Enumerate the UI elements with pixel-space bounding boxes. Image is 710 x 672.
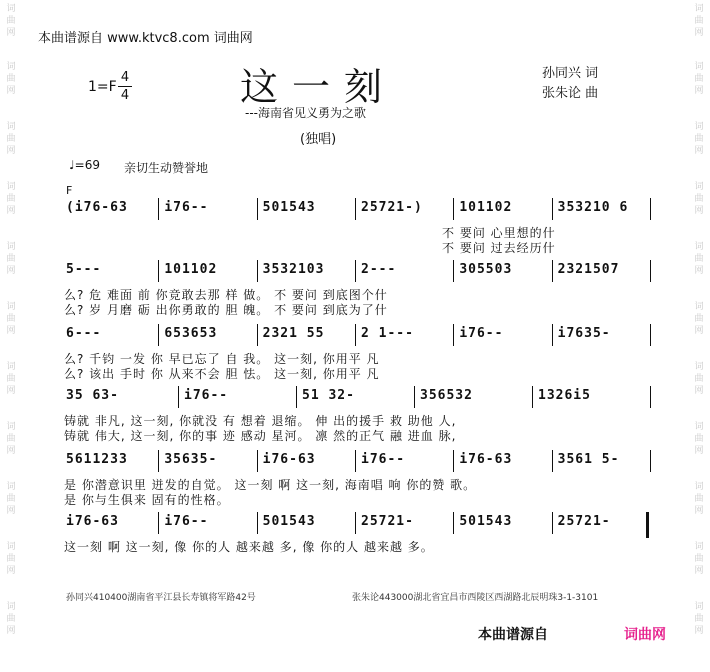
measure: 6---	[66, 326, 102, 341]
measure: i76--	[184, 388, 229, 403]
watermark-char: 网	[6, 266, 16, 276]
barline	[257, 198, 258, 220]
song-subtitle: ---海南省见义勇为之歌	[245, 106, 366, 120]
watermark-char: 词	[6, 4, 16, 14]
watermark-char: 网	[694, 506, 704, 516]
watermark-char: 词	[6, 422, 16, 432]
measure: 35635-	[164, 452, 218, 467]
time-top: 4	[120, 70, 130, 85]
watermark-char: 词	[694, 542, 704, 552]
measure: 2321507	[557, 262, 620, 277]
barline	[257, 260, 258, 282]
watermark-char: 词	[6, 182, 16, 192]
watermark-char: 曲	[694, 134, 704, 144]
barline	[552, 324, 553, 346]
measure: 101102	[459, 200, 513, 215]
watermark-char: 网	[694, 626, 704, 636]
barline	[650, 260, 651, 282]
watermark-char: 网	[6, 566, 16, 576]
watermark-char: 曲	[6, 434, 16, 444]
measure: i76--	[459, 326, 504, 341]
measure: i76-63	[459, 452, 513, 467]
barline	[650, 324, 651, 346]
watermark-char: 词	[694, 362, 704, 372]
watermark-char: 词	[694, 602, 704, 612]
barline	[355, 324, 356, 346]
lyrics-line: 是 你与生俱来 固有的性格。	[64, 493, 230, 507]
measure: 5---	[66, 262, 102, 277]
watermark-char: 曲	[6, 74, 16, 84]
watermark-char: 曲	[694, 16, 704, 26]
measure: 101102	[164, 262, 218, 277]
brand-source: 本曲谱源自	[478, 627, 548, 643]
watermark-char: 词	[694, 242, 704, 252]
measure: i76--	[164, 200, 209, 215]
measure: 1326i5	[538, 388, 591, 403]
barline	[453, 198, 454, 220]
measure: 3561 5-	[557, 452, 620, 467]
watermark-char: 网	[6, 506, 16, 516]
measure: 5611233	[66, 452, 128, 467]
watermark-char: 网	[694, 446, 704, 456]
watermark-char: 词	[6, 482, 16, 492]
measure: 3532103	[262, 262, 325, 277]
lyrics-line: 铸就 伟大, 这一刻, 你的事 迹 感动 星河。 凛 然的正气 融 进血 脉,	[64, 429, 457, 443]
barline	[257, 450, 258, 472]
barline	[355, 450, 356, 472]
watermark-char: 词	[694, 4, 704, 14]
watermark-char: 词	[6, 242, 16, 252]
barline	[453, 512, 454, 534]
source-line: 本曲谱源自 www.ktvc8.com 词曲网	[38, 31, 253, 46]
watermark-char: 词	[694, 182, 704, 192]
watermark-char: 曲	[6, 254, 16, 264]
measure: 25721-	[361, 514, 414, 529]
barline	[296, 386, 297, 408]
barline	[178, 386, 179, 408]
watermark-char: 曲	[6, 314, 16, 324]
watermark-char: 网	[694, 206, 704, 216]
barline	[650, 386, 651, 408]
lyrics-line: 是 你潜意识里 迸发的自觉。 这一刻 啊 这一刻, 海南唱 响 你的赞 歌。	[64, 478, 477, 492]
watermark-char: 网	[694, 566, 704, 576]
watermark-char: 曲	[6, 614, 16, 624]
barline	[355, 512, 356, 534]
measure: 2 1---	[361, 326, 414, 341]
key-signature: 1=F	[88, 79, 117, 95]
measure: 353210 6	[557, 200, 629, 215]
barline	[257, 324, 258, 346]
watermark-char: 词	[6, 122, 16, 132]
measure: 501543	[262, 200, 316, 215]
lyrics-line: 么? 该出 手时 你 从来不会 胆 怯。 这一刻, 你用平 凡	[64, 367, 380, 381]
measure: 356532	[420, 388, 473, 403]
barline	[552, 198, 553, 220]
measure: 2321 55	[262, 326, 325, 341]
watermark-char: 曲	[6, 16, 16, 26]
watermark-char: 曲	[694, 314, 704, 324]
watermark-char: 曲	[694, 554, 704, 564]
performance-type: (独唱)	[300, 132, 337, 147]
composer: 张朱论 曲	[542, 86, 599, 101]
watermark-char: 词	[6, 602, 16, 612]
measure: 2---	[361, 262, 397, 277]
watermark-char: 网	[694, 86, 704, 96]
measure: i7635-	[557, 326, 611, 341]
lyrics-line: 么? 岁 月磨 砺 出你勇敢的 胆 魄。 不 要问 到底为了什	[64, 303, 388, 317]
barline	[453, 324, 454, 346]
lyricist: 孙同兴 词	[542, 66, 599, 81]
barline	[257, 512, 258, 534]
barline	[158, 260, 159, 282]
measure: (i76-63	[66, 200, 128, 215]
measure: 501543	[262, 514, 316, 529]
lyrics-line: 么? 千钧 一发 你 早已忘了 自 我。 这一刻, 你用平 凡	[64, 352, 380, 366]
measure: i76--	[361, 452, 406, 467]
watermark-char: 词	[6, 362, 16, 372]
watermark-char: 词	[694, 482, 704, 492]
barline	[650, 450, 651, 472]
watermark-char: 曲	[6, 494, 16, 504]
watermark-char: 曲	[694, 614, 704, 624]
lyrics-line: 这一刻 啊 这一刻, 像 你的人 越来越 多, 像 你的人 越来越 多。	[64, 540, 434, 554]
barline	[453, 260, 454, 282]
measure: 305503	[459, 262, 513, 277]
footer-composer-address: 张朱论443000湖北省宜昌市西陵区西湖路北辰明珠3-1-3101	[352, 593, 599, 603]
measure: i76-63	[262, 452, 316, 467]
watermark-char: 曲	[694, 254, 704, 264]
watermark-char: 词	[6, 62, 16, 72]
watermark-char: 曲	[694, 434, 704, 444]
measure: 35 63-	[66, 388, 119, 403]
brand-logo-text: 词曲网	[624, 627, 666, 643]
tempo-marking: ♩=69	[69, 158, 100, 172]
measure: i76--	[164, 514, 209, 529]
watermark-char: 词	[694, 302, 704, 312]
watermark-char: 网	[6, 326, 16, 336]
watermark-char: 曲	[6, 554, 16, 564]
watermark-char: 网	[694, 386, 704, 396]
watermark-char: 网	[694, 266, 704, 276]
watermark-char: 网	[6, 28, 16, 38]
watermark-char: 网	[694, 146, 704, 156]
watermark-char: 网	[694, 28, 704, 38]
barline	[532, 386, 533, 408]
final-barline	[646, 512, 649, 538]
lyrics-line: 么? 危 难面 前 你竞敢去那 样 做。 不 要问 到底图个什	[64, 288, 388, 302]
lyrics-line: 铸就 非凡, 这一刻, 你就没 有 想着 退缩。 伸 出的援手 救 助他 人,	[64, 414, 457, 428]
watermark-char: 曲	[694, 374, 704, 384]
watermark-char: 网	[694, 326, 704, 336]
watermark-char: 网	[6, 386, 16, 396]
watermark-char: 曲	[6, 194, 16, 204]
lyrics-line: 不 要问 心里想的什	[442, 226, 556, 240]
measure: 501543	[459, 514, 513, 529]
barline	[158, 324, 159, 346]
watermark-char: 曲	[694, 74, 704, 84]
lyrics-line: 不 要问 过去经历什	[442, 241, 556, 255]
measure: 25721-)	[361, 200, 423, 215]
barline	[355, 198, 356, 220]
watermark-char: 网	[6, 206, 16, 216]
barline	[414, 386, 415, 408]
watermark-char: 词	[694, 122, 704, 132]
watermark-char: 曲	[6, 134, 16, 144]
measure: 51 32-	[302, 388, 355, 403]
measure: i76-63	[66, 514, 119, 529]
measure: 25721-	[557, 514, 611, 529]
barline	[158, 512, 159, 534]
time-signature	[118, 70, 132, 103]
watermark-char: 词	[694, 62, 704, 72]
measure: 653653	[164, 326, 218, 341]
watermark-char: 曲	[694, 494, 704, 504]
watermark-char: 词	[694, 422, 704, 432]
barline	[650, 198, 651, 220]
barline	[453, 450, 454, 472]
watermark-char: 网	[6, 86, 16, 96]
watermark-char: 曲	[6, 374, 16, 384]
time-bottom: 4	[120, 88, 130, 103]
barline	[158, 198, 159, 220]
watermark-char: 词	[6, 542, 16, 552]
barline	[552, 512, 553, 534]
watermark-char: 网	[6, 146, 16, 156]
footer-lyricist-address: 孙同兴410400湖南省平江县长寿镇将军路42号	[66, 593, 256, 603]
watermark-char: 曲	[694, 194, 704, 204]
barline	[158, 450, 159, 472]
watermark-char: 词	[6, 302, 16, 312]
barline	[355, 260, 356, 282]
barline	[552, 260, 553, 282]
watermark-char: 网	[6, 626, 16, 636]
expression-marking: 亲切生动赞誉地	[124, 161, 209, 175]
key-mark: F	[66, 184, 73, 197]
barline	[552, 450, 553, 472]
watermark-char: 网	[6, 446, 16, 456]
song-title: 这一刻	[240, 65, 397, 109]
